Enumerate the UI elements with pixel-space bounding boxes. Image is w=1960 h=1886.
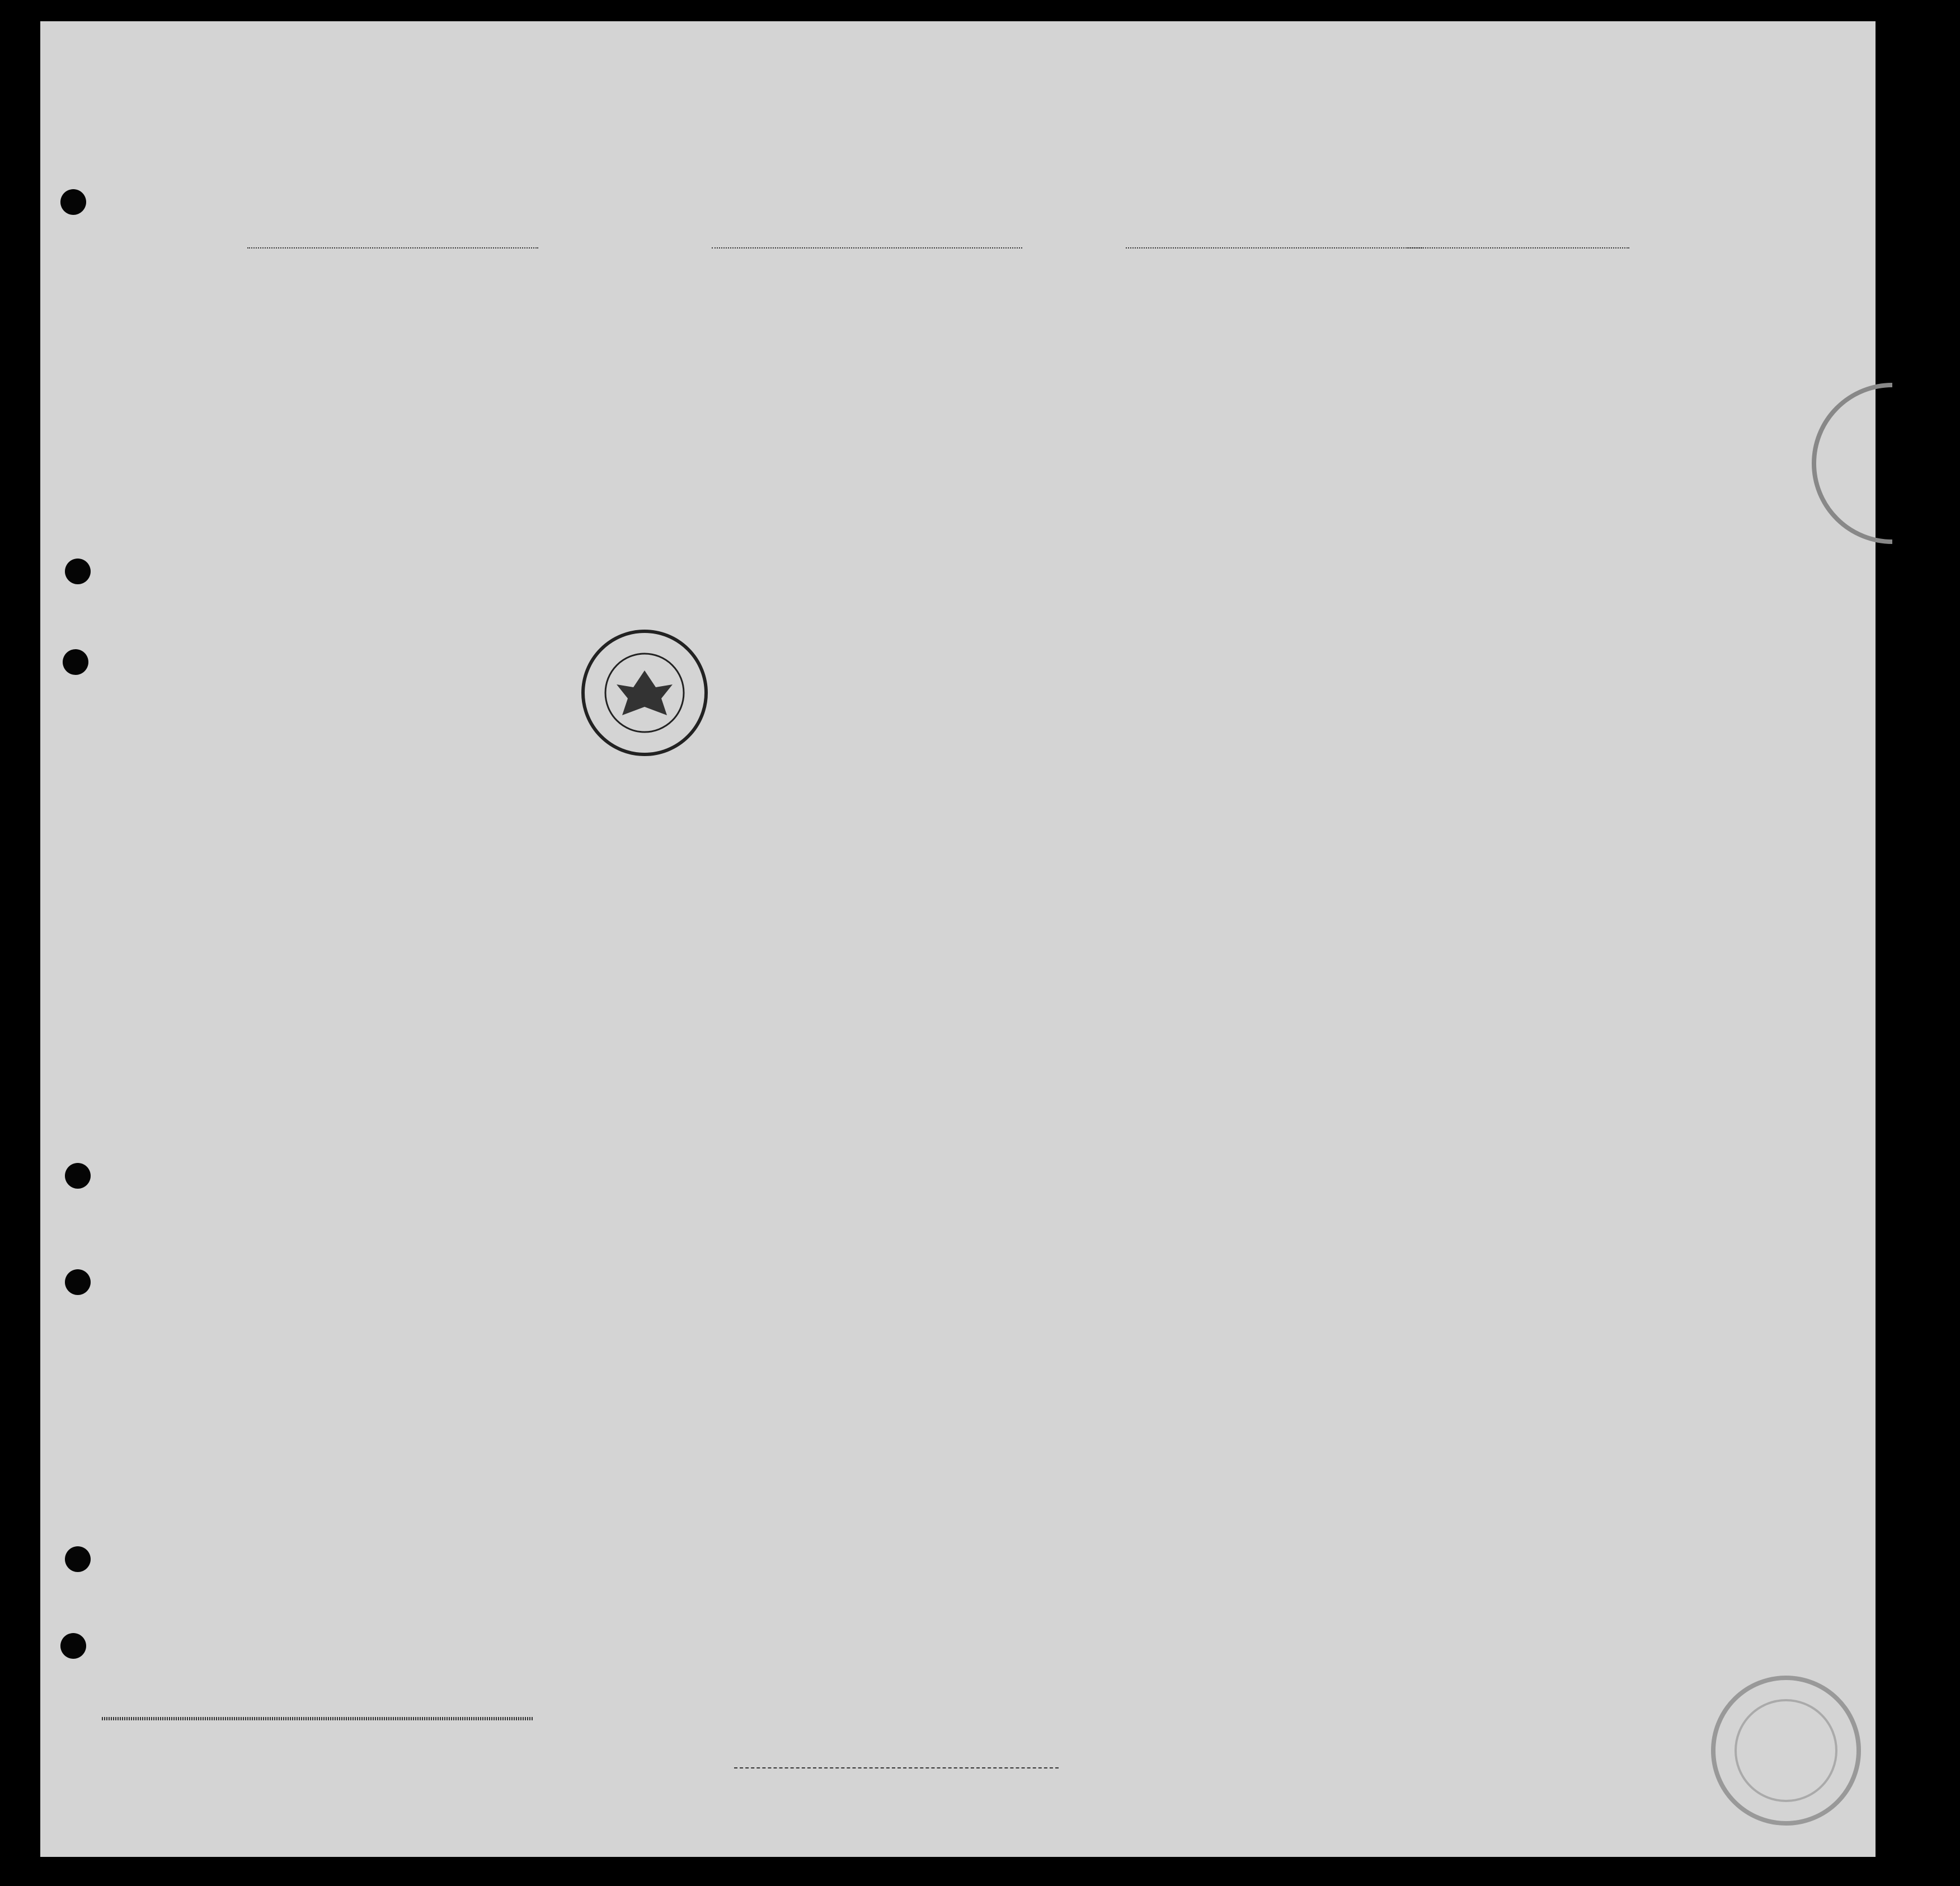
embassy-stamp <box>1126 598 1557 612</box>
footer-fields <box>102 1717 533 1720</box>
inspector-stamp-bottom <box>1691 1661 1876 1829</box>
punch-hole <box>65 559 91 584</box>
consul-date-block <box>835 642 1092 661</box>
inspector-signature-line <box>734 1767 1059 1771</box>
punch-hole <box>60 189 86 215</box>
punch-hole <box>60 1633 86 1659</box>
manifest-sheet <box>40 21 1876 1857</box>
punch-hole <box>63 649 88 675</box>
inspector-stamp-right <box>1808 340 1892 587</box>
punch-hole <box>65 1546 91 1572</box>
consular-certification <box>689 603 1092 668</box>
consular-seal <box>577 626 712 760</box>
footer-agents <box>102 1719 533 1720</box>
punch-hole <box>65 1269 91 1295</box>
punch-hole <box>65 1163 91 1189</box>
manifest-grid <box>40 21 1876 1857</box>
